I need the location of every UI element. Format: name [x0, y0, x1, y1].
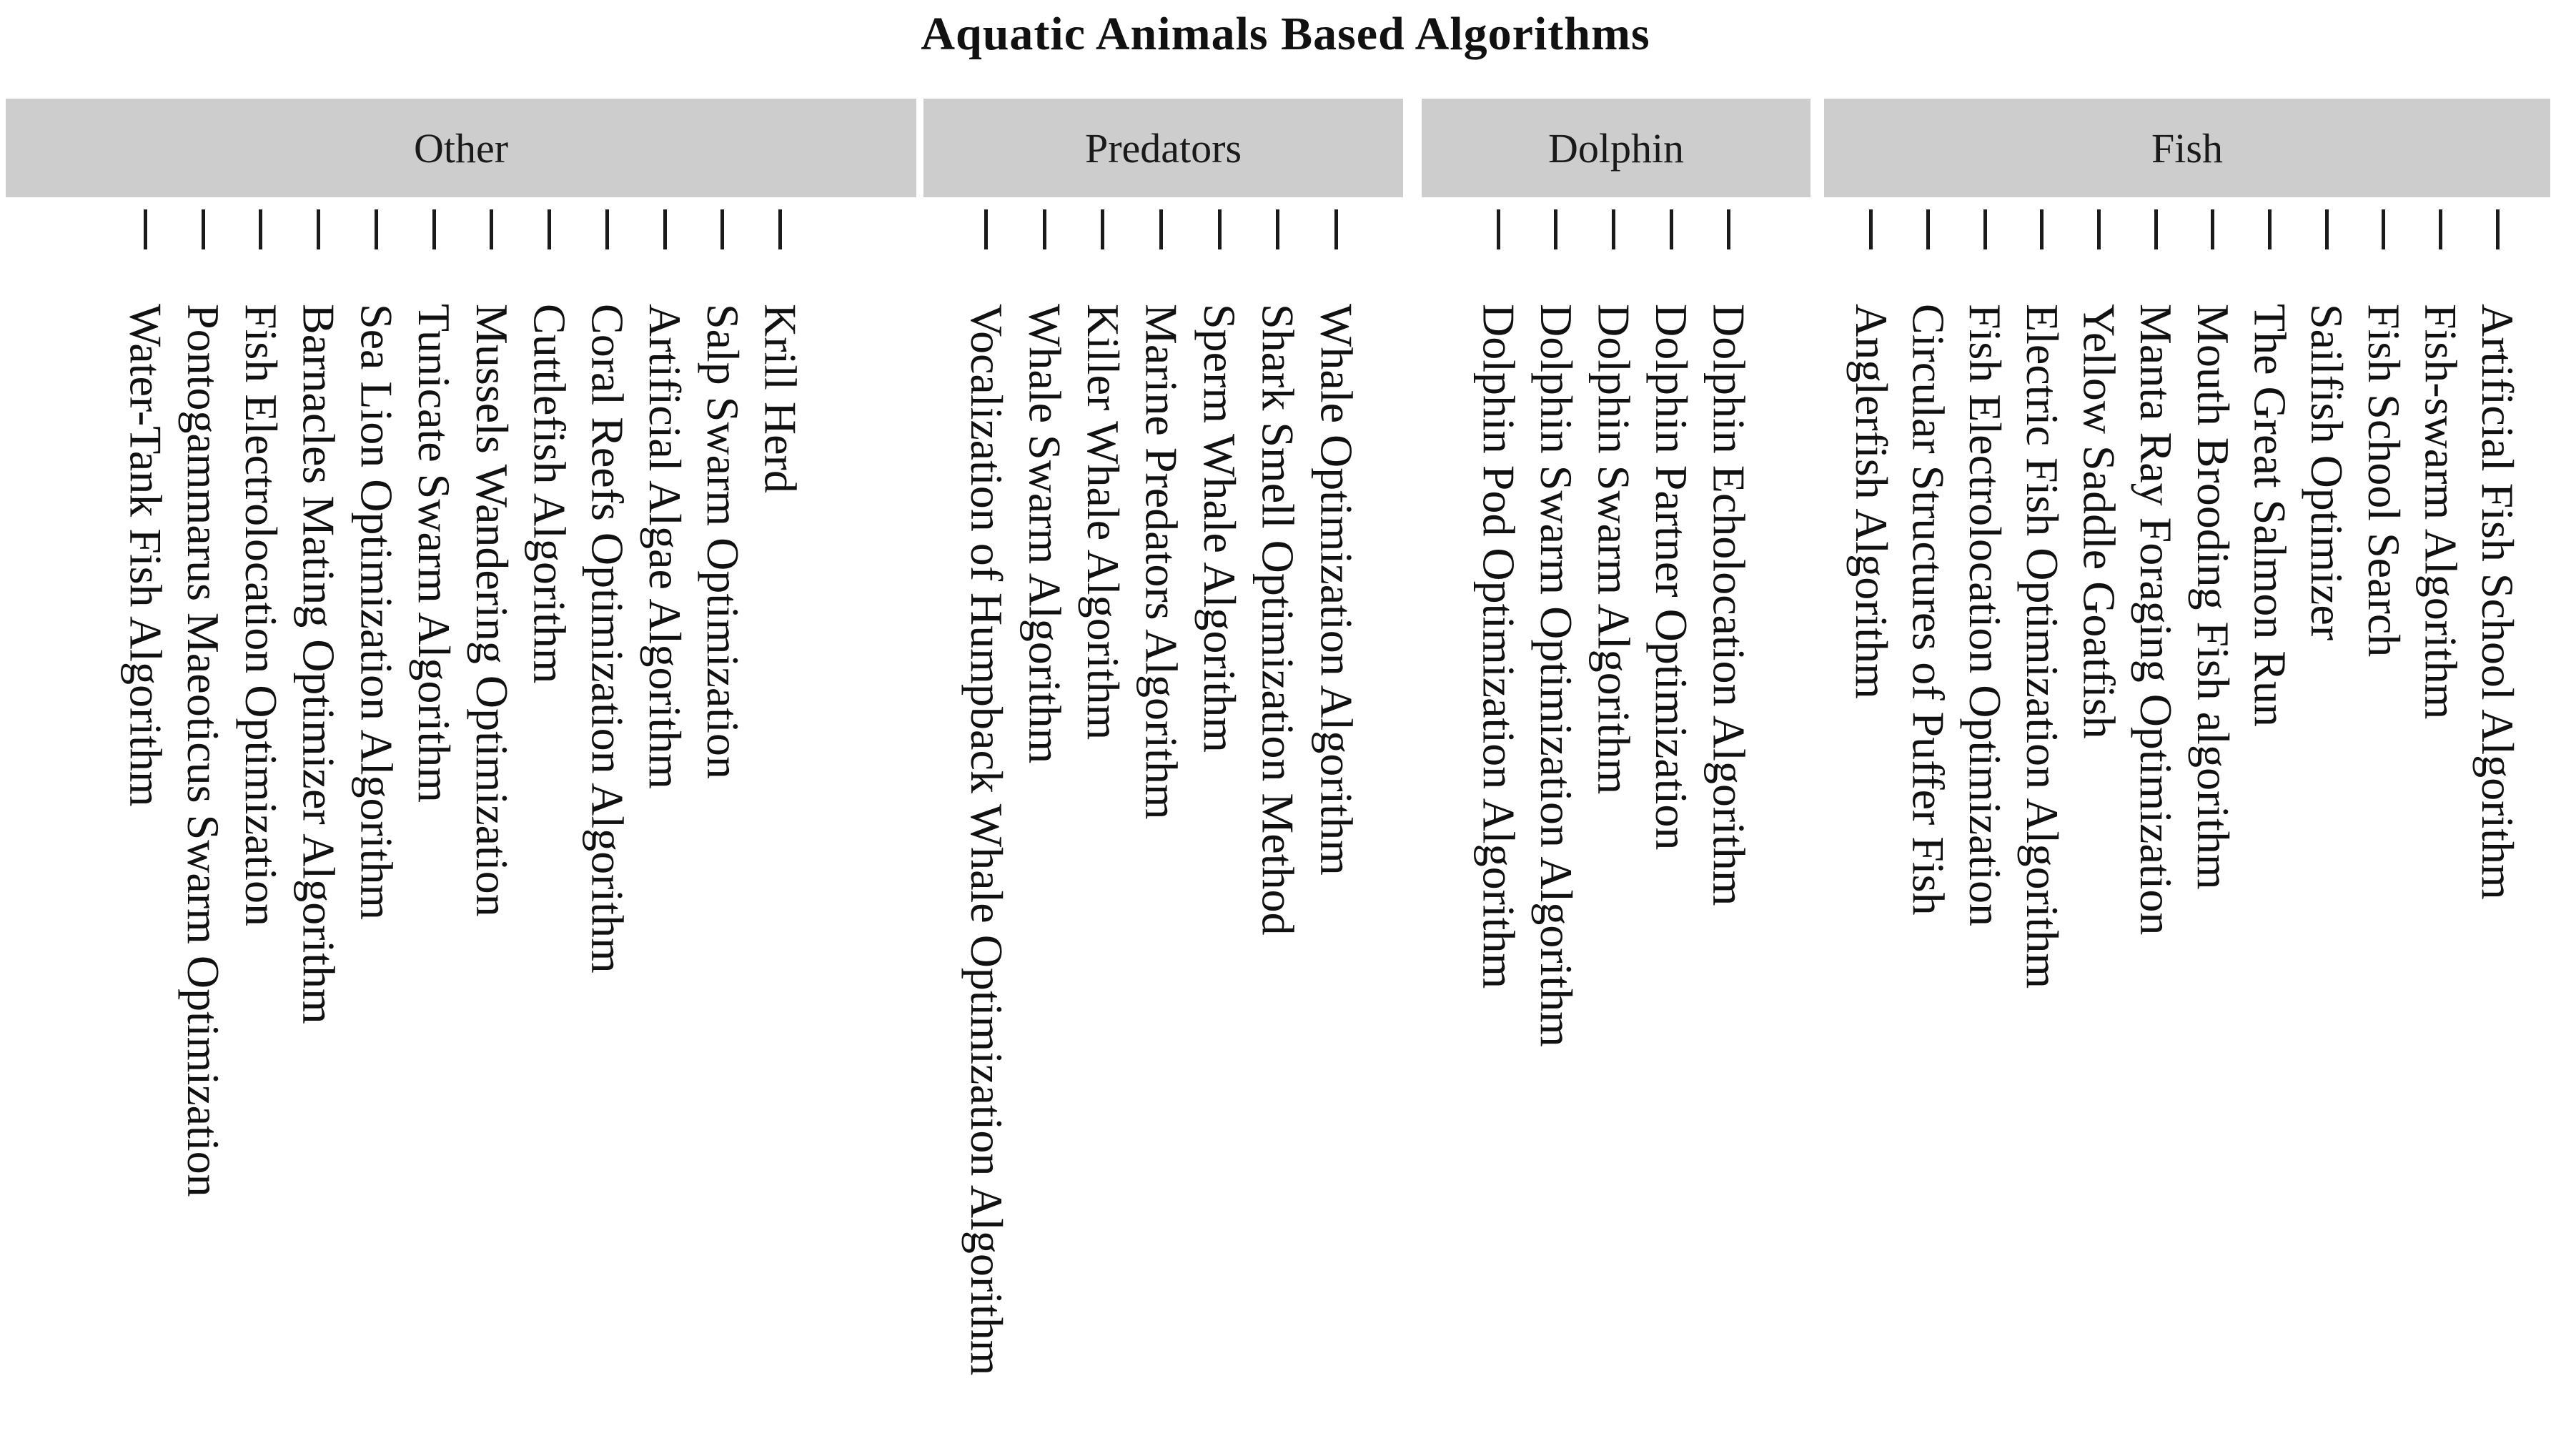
algorithm-label: Barnacles Mating Optimizer Algorithm: [293, 304, 345, 1024]
algorithm-item-row: [923, 197, 1403, 1376]
tick-mark: [202, 209, 205, 249]
tick-mark: [2097, 209, 2101, 249]
tick-mark: [2040, 209, 2044, 249]
algorithm-label: Vocalization of Humpback Whale Optimization Algorithm: [961, 304, 1012, 1376]
algorithm-label: Fish School Search: [2358, 304, 2409, 658]
algorithm-item: [289, 197, 347, 1197]
algorithm-item: [1843, 197, 1900, 989]
algorithm-label: Krill Herd: [755, 304, 806, 493]
category-header-bar: [6, 99, 916, 197]
tick-mark: [259, 209, 262, 249]
algorithm-label: Dolphin Partner Optimization: [1646, 304, 1698, 851]
algorithm-item: [694, 197, 752, 1197]
algorithm-item: [1585, 197, 1643, 1047]
category-label: Dolphin: [1547, 124, 1685, 172]
tick-mark: [1101, 209, 1104, 249]
algorithm-label: Tunicate Swarm Algorithm: [409, 304, 460, 803]
category-header-bar: [1422, 99, 1810, 197]
algorithm-label: Fish Electrolocation Optimization: [1960, 304, 2011, 926]
algorithm-item: [232, 197, 290, 1197]
algorithm-label: Killer Whale Algorithm: [1077, 304, 1129, 741]
category-group-fish: [1824, 99, 2550, 989]
tick-mark: [432, 209, 436, 249]
category-label: Fish: [2151, 124, 2223, 172]
algorithm-item: [2184, 197, 2241, 989]
tick-mark: [2439, 209, 2442, 249]
algorithm-item: [2298, 197, 2355, 989]
algorithm-label: Electric Fish Optimization Algorithm: [2016, 304, 2068, 989]
algorithm-label: Dolphin Swarm Optimization Algorithm: [1530, 304, 1582, 1047]
algorithm-item: [1470, 197, 1527, 1047]
tick-mark: [984, 209, 988, 249]
tick-mark: [490, 209, 493, 249]
algorithm-item: [2469, 197, 2526, 989]
algorithm-item: [1190, 197, 1249, 1376]
figure-title: Aquatic Animals Based Algorithms: [921, 8, 1650, 60]
tick-mark: [720, 209, 724, 249]
algorithm-item: [405, 197, 463, 1197]
tick-mark: [2268, 209, 2272, 249]
algorithm-item: [1643, 197, 1700, 1047]
algorithm-label: Coral Reefs Optimization Algorithm: [582, 304, 633, 974]
tick-mark: [1218, 209, 1222, 249]
algorithm-item: [751, 197, 809, 1197]
category-group-predators: [923, 99, 1403, 1376]
algorithm-item-row: [1824, 197, 2550, 989]
tick-mark: [1727, 209, 1730, 249]
algorithm-label: Artificial Algae Algorithm: [640, 304, 691, 789]
algorithm-label: Sailfish Optimizer: [2302, 304, 2353, 641]
tick-mark: [1554, 209, 1557, 249]
algorithm-item: [2071, 197, 2128, 989]
algorithm-label: Anglerfish Algorithm: [1846, 304, 1897, 699]
algorithm-item: [957, 197, 1016, 1376]
algorithm-label: Cuttlefish Algorithm: [524, 304, 575, 684]
algorithm-label: Pontogammarus Maeoticus Swarm Optimization: [178, 304, 229, 1197]
algorithm-label: Sperm Whale Algorithm: [1194, 304, 1246, 753]
tick-mark: [778, 209, 782, 249]
algorithm-item: [2013, 197, 2071, 989]
algorithm-item: [1016, 197, 1074, 1376]
algorithm-label: Whale Swarm Algorithm: [1019, 304, 1071, 764]
algorithm-item: [1527, 197, 1585, 1047]
algorithm-item: [1307, 197, 1365, 1376]
tick-mark: [1612, 209, 1615, 249]
algorithm-label: Whale Optimization Algorithm: [1311, 304, 1362, 876]
algorithm-label: Marine Predators Algorithm: [1136, 304, 1187, 820]
category-group-dolphin: [1422, 99, 1810, 1047]
tick-mark: [1043, 209, 1046, 249]
algorithm-item: [347, 197, 405, 1197]
algorithm-item: [520, 197, 578, 1197]
algorithm-item: [1900, 197, 1957, 989]
algorithm-label: Dolphin Pod Optimization Algorithm: [1473, 304, 1525, 989]
algorithm-label: The Great Salmon Run: [2244, 304, 2296, 727]
tick-mark: [548, 209, 551, 249]
tick-mark: [1276, 209, 1279, 249]
tick-mark: [2325, 209, 2329, 249]
algorithm-label: Fish Electrolocation Optimization: [235, 304, 287, 926]
tick-mark: [375, 209, 378, 249]
tick-mark: [1983, 209, 1987, 249]
algorithm-label: Salp Swarm Optimization: [697, 304, 748, 779]
tick-mark: [1159, 209, 1163, 249]
algorithm-item: [1249, 197, 1307, 1376]
tick-mark: [1497, 209, 1500, 249]
algorithm-item: [2412, 197, 2470, 989]
category-group-other: [6, 99, 916, 1197]
algorithm-item: [636, 197, 694, 1197]
algorithm-label: Circular Structures of Puffer Fish: [1903, 304, 1954, 916]
category-label: Other: [413, 124, 509, 172]
algorithm-item-row: [1422, 197, 1810, 1047]
tick-mark: [317, 209, 320, 249]
algorithm-item: [117, 197, 174, 1197]
tick-mark: [2154, 209, 2158, 249]
algorithm-item: [2355, 197, 2412, 989]
algorithm-item: [2241, 197, 2299, 989]
tick-mark: [605, 209, 609, 249]
algorithm-label: Fish-swarm Algorithm: [2415, 304, 2467, 720]
algorithm-item: [174, 197, 232, 1197]
algorithm-label: Shark Smell Optimization Method: [1252, 304, 1304, 936]
algorithm-item: [1132, 197, 1191, 1376]
category-label: Predators: [1084, 124, 1242, 172]
tick-mark: [1926, 209, 1930, 249]
algorithm-label: Water-Tank Fish Algorithm: [120, 304, 172, 807]
algorithm-label: Mouth Brooding Fish algorithm: [2187, 304, 2239, 890]
algorithm-label: Manta Ray Foraging Optimization: [2131, 304, 2182, 936]
tick-mark: [2382, 209, 2385, 249]
tick-mark: [1670, 209, 1673, 249]
tick-mark: [2496, 209, 2500, 249]
tick-mark: [144, 209, 147, 249]
algorithm-label: Yellow Saddle Goatfish: [2074, 304, 2125, 739]
category-header-bar: [923, 99, 1403, 197]
algorithm-label: Artificial Fish School Algorithm: [2472, 304, 2524, 900]
tick-mark: [663, 209, 667, 249]
algorithm-label: Dolphin Echolocation Algorithm: [1703, 304, 1755, 906]
algorithm-item: [578, 197, 636, 1197]
tick-mark: [1334, 209, 1338, 249]
algorithm-label: Sea Lion Optimization Algorithm: [351, 304, 402, 921]
algorithm-item: [1074, 197, 1132, 1376]
algorithm-item-row: [6, 197, 916, 1197]
tick-mark: [2211, 209, 2214, 249]
algorithm-item: [1956, 197, 2013, 989]
algorithm-item: [2127, 197, 2184, 989]
algorithm-label: Dolphin Swarm Algorithm: [1588, 304, 1640, 795]
tick-mark: [1869, 209, 1873, 249]
algorithm-item: [463, 197, 521, 1197]
category-header-bar: [1824, 99, 2550, 197]
algorithm-label: Mussels Wandering Optimization: [466, 304, 517, 917]
algorithm-item: [1700, 197, 1758, 1047]
